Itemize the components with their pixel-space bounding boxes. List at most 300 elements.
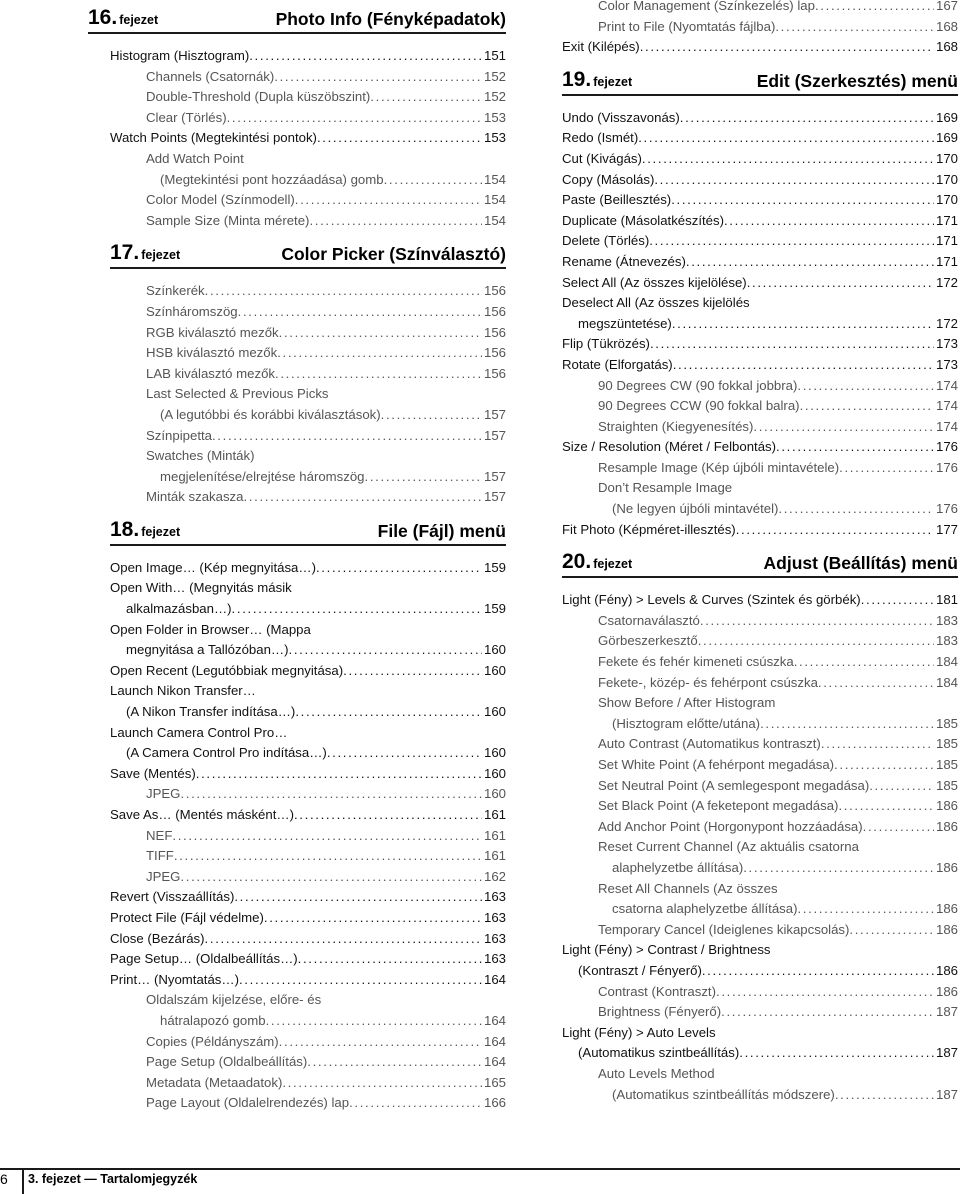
dot-leader (700, 611, 934, 632)
dot-leader (839, 458, 934, 479)
toc-entry-title: Metadata (Metaadatok) (146, 1074, 283, 1090)
toc-entry[interactable] (562, 652, 958, 673)
toc-page-number: 160 (483, 765, 506, 781)
toc-entry-title: Last Selected & Previous Picks (146, 386, 329, 402)
toc-entry-title: Launch Nikon Transfer… (110, 683, 256, 699)
toc-page-number: 160 (483, 642, 506, 658)
toc-entry[interactable] (562, 796, 958, 817)
toc-page-number: 154 (483, 192, 506, 208)
toc-entry-title: Channels (Csatornák) (146, 68, 275, 84)
chapter-number: 18. (110, 517, 140, 541)
toc-entry-title: megjelenítése/elrejtése háromszög (160, 468, 365, 484)
toc-entry[interactable] (110, 1032, 506, 1053)
toc-page-number: 176 (935, 459, 958, 475)
toc-entry-title: Set White Point (A fehérpont megadása) (598, 757, 835, 772)
chapter-title: Photo Info (Fényképadatok) (275, 9, 506, 29)
toc-page-number: 185 (935, 777, 958, 793)
chapter-label: fejezet (593, 557, 633, 572)
toc-page-number: 156 (483, 365, 506, 381)
chapter-rule (110, 544, 506, 546)
toc-entry-title: hátralapozó gomb (160, 1012, 266, 1028)
toc-page-number: 184 (935, 654, 958, 670)
chapter-number-block (562, 68, 632, 92)
chapter-number: 16. (88, 6, 118, 29)
dot-leader (776, 437, 934, 458)
toc-page-number: 185 (935, 757, 958, 772)
toc-entry-title: (Automatikus szintbeállítás módszere) (612, 1086, 835, 1102)
toc-page-number: 163 (483, 951, 506, 967)
toc-page-number: 186 (935, 818, 958, 834)
dot-leader (794, 652, 934, 673)
toc-entry-title: Színkerék (146, 283, 205, 299)
dot-leader (295, 190, 482, 211)
chapter-title: Color Picker (Színválasztó) (281, 244, 506, 265)
toc-entry-title: Temporary Cancel (Ideiglenes kikapcsolás) (598, 921, 850, 937)
toc-page-number: 174 (935, 377, 958, 393)
toc-entry-title: Paste (Beillesztés) (562, 192, 672, 208)
toc-page-number: 156 (483, 324, 506, 340)
chapter-number-block (110, 241, 180, 265)
toc-entry-title: Light (Fény) > Contrast / Brightness (562, 942, 771, 958)
toc-entry[interactable] (110, 681, 506, 722)
toc-entry-title: Size / Resolution (Méret / Felbontás) (562, 439, 777, 455)
toc-entry[interactable] (562, 273, 958, 294)
toc-page-number: 156 (483, 345, 506, 361)
toc-entry-title: Minták szakasza (146, 489, 244, 505)
toc-entry-title: Reset All Channels (Az összes (598, 880, 778, 896)
toc-page-number: 170 (935, 150, 958, 166)
toc-entry[interactable] (562, 478, 958, 519)
dot-leader (298, 949, 482, 970)
dot-leader (172, 826, 482, 847)
toc-entry-title: Protect File (Fájl védelme) (110, 909, 264, 925)
toc-entry-title: Undo (Visszavonás) (562, 109, 680, 125)
toc-entry-title: Color Model (Színmodell) (146, 192, 295, 208)
toc-entry-title: Rotate (Elforgatás) (562, 356, 673, 372)
dot-leader (295, 702, 482, 723)
toc-page-number: 174 (935, 418, 958, 434)
toc-entry[interactable] (110, 764, 506, 785)
toc-entry-title: Brightness (Fényerő) (598, 1004, 722, 1020)
dot-leader (343, 661, 482, 682)
toc-page-number: 183 (935, 612, 958, 628)
dot-leader (180, 784, 482, 805)
toc-entry[interactable] (562, 817, 958, 838)
dot-leader (264, 908, 482, 929)
toc-entry-title: Save (Mentés) (110, 765, 196, 781)
toc-page-number: 161 (483, 827, 506, 843)
chapter-number-block (88, 6, 158, 30)
toc-entry[interactable] (562, 631, 958, 652)
toc-page-number: 159 (483, 559, 506, 575)
toc-entry-title: Copy (Másolás) (562, 171, 655, 187)
toc-page-number: 186 (935, 798, 958, 814)
dot-leader (327, 743, 482, 764)
dot-leader (243, 487, 482, 508)
toc-entry-title: NEF (146, 827, 173, 843)
toc-entry[interactable] (110, 723, 506, 764)
dot-leader (279, 323, 482, 344)
toc-entry-title: HSB kiválasztó mezők (146, 345, 278, 361)
dot-leader (307, 1052, 482, 1073)
toc-entry[interactable] (562, 611, 958, 632)
chapter-heading (562, 548, 958, 574)
toc-page-number: 156 (483, 303, 506, 319)
toc-entry-title: (Kontraszt / Fényerő) (578, 962, 702, 978)
toc-entry[interactable] (110, 578, 506, 619)
dot-leader (642, 149, 934, 170)
toc-page-number: 152 (483, 68, 506, 84)
dot-leader (680, 108, 934, 129)
chapter-heading (562, 66, 958, 92)
toc-entry[interactable] (562, 940, 958, 981)
toc-entry[interactable] (562, 211, 958, 232)
toc-page-number: 160 (483, 662, 506, 678)
toc-page-number: 164 (483, 971, 506, 987)
toc-entry[interactable] (110, 487, 506, 508)
toc-entry[interactable] (562, 776, 958, 797)
toc-entry-title: Double-Threshold (Dupla küszöbszint) (146, 89, 371, 105)
toc-entry-title: Rename (Átnevezés) (562, 253, 686, 269)
chapter-title: Edit (Szerkesztés) menü (756, 70, 958, 91)
toc-entry[interactable] (562, 0, 958, 17)
dot-leader (753, 417, 934, 438)
toc-entry-title: csatorna alaphelyzetbe állítása) (612, 901, 798, 917)
dot-leader (205, 929, 482, 950)
toc-entry[interactable] (562, 417, 958, 438)
toc-page-number: 176 (935, 501, 958, 517)
toc-page-number: 186 (935, 921, 958, 937)
toc-page-number: 166 (483, 1095, 506, 1111)
toc-entry[interactable] (110, 949, 506, 970)
toc-entry[interactable] (562, 673, 958, 694)
toc-page-number: 159 (483, 601, 506, 617)
toc-entry[interactable] (110, 970, 506, 991)
toc-page-number: 173 (935, 336, 958, 352)
dot-leader (294, 805, 482, 826)
toc-entry[interactable] (562, 190, 958, 211)
dot-leader (721, 1002, 934, 1023)
toc-entry[interactable] (110, 784, 506, 805)
page-footer (0, 1168, 960, 1194)
dot-leader (673, 355, 934, 376)
toc-entry-title: Page Setup… (Oldalbeállítás…) (110, 951, 298, 967)
toc-entry-title: Auto Levels Method (598, 1065, 715, 1081)
toc-entry[interactable] (562, 170, 958, 191)
toc-entry[interactable] (562, 755, 958, 776)
toc-entry[interactable] (110, 1093, 506, 1114)
toc-entry[interactable] (110, 558, 506, 579)
toc-page-number: 167 (935, 0, 958, 13)
toc-page-number: 187 (935, 1004, 958, 1020)
toc-entry[interactable] (562, 376, 958, 397)
toc-entry[interactable] (562, 1023, 958, 1064)
toc-entry[interactable] (562, 355, 958, 376)
dot-leader (289, 640, 482, 661)
toc-entry-title: Reset Current Channel (Az aktuális csatorna (598, 839, 859, 855)
toc-page-number: 164 (483, 1012, 506, 1028)
toc-page-number: 157 (483, 489, 506, 505)
toc-page-number: 163 (483, 909, 506, 925)
chapter-heading (110, 516, 506, 542)
toc-entry[interactable] (562, 37, 958, 58)
toc-entry[interactable] (110, 343, 506, 364)
toc-entry[interactable] (562, 920, 958, 941)
toc-entry[interactable] (110, 990, 506, 1031)
toc-page-number: 161 (483, 807, 506, 822)
toc-entry[interactable] (110, 128, 506, 149)
toc-entry[interactable] (562, 520, 958, 541)
toc-entry-title: (Megtekintési pont hozzáadása) gomb (160, 171, 384, 187)
chapter-rule (562, 576, 958, 578)
toc-page-number: 185 (935, 715, 958, 731)
chapter-heading (88, 4, 506, 30)
toc-page-number: 170 (935, 171, 958, 187)
dot-leader (282, 1073, 482, 1094)
toc-page-number: 172 (935, 315, 958, 331)
toc-entry-title: Csatornaválasztó (598, 612, 700, 628)
toc-entry[interactable] (110, 211, 506, 232)
toc-entry-title: Redo (Ismét) (562, 130, 639, 146)
toc-entry[interactable] (562, 334, 958, 355)
toc-entry-title: Open Recent (Legutóbbiak megnyitása) (110, 662, 344, 678)
dot-leader (638, 128, 934, 149)
dot-leader (863, 817, 934, 838)
toc-entry[interactable] (562, 108, 958, 129)
toc-entry-title: alkalmazásban…) (126, 601, 232, 617)
toc-entry-title: Light (Fény) > Auto Levels (562, 1024, 716, 1040)
toc-entry[interactable] (562, 982, 958, 1003)
chapter-label: fejezet (141, 248, 181, 263)
toc-entry[interactable] (562, 252, 958, 273)
toc-entry-title: 90 Degrees CCW (90 fokkal balra) (598, 398, 800, 414)
toc-entry[interactable] (562, 458, 958, 479)
chapter-number: 17. (110, 241, 140, 265)
dot-leader (365, 467, 482, 488)
toc-entry[interactable] (110, 620, 506, 661)
toc-page-number: 163 (483, 889, 506, 905)
toc-entry-title: Print to File (Nyomtatás fájlba) (598, 18, 776, 34)
chapter-title: File (Fájl) menü (377, 520, 506, 541)
chapter-number: 20. (562, 550, 592, 574)
toc-page-number: 154 (483, 171, 506, 187)
toc-entry-title: Exit (Kilépés) (562, 39, 640, 55)
toc-entry-title: (Hisztogram előtte/utána) (612, 715, 761, 731)
toc-entry-title: Sample Size (Minta mérete) (146, 212, 310, 228)
toc-page-number: 185 (935, 736, 958, 752)
toc-page-number: 160 (483, 704, 506, 720)
dot-leader (249, 46, 482, 67)
toc-page-number: 153 (483, 109, 506, 125)
dot-leader (800, 396, 934, 417)
toc-entry[interactable] (110, 384, 506, 425)
toc-page-number: 154 (483, 212, 506, 228)
toc-entry[interactable] (110, 46, 506, 67)
toc-entry-title: Open With… (Megnyitás másik (110, 580, 292, 596)
toc-entry[interactable] (562, 734, 958, 755)
dot-leader (275, 364, 482, 385)
toc-entry[interactable] (110, 805, 506, 826)
toc-entry-title: Don’t Resample Image (598, 480, 733, 496)
toc-entry[interactable] (110, 887, 506, 908)
toc-entry[interactable] (110, 108, 506, 129)
toc-entry-title: (A Camera Control Pro indítása…) (126, 745, 327, 761)
chapter-rule (562, 94, 958, 96)
toc-entry-title: Oldalszám kijelzése, előre- és (146, 992, 322, 1008)
dot-leader (650, 334, 934, 355)
toc-entry[interactable] (110, 149, 506, 190)
toc-page-number: 169 (935, 109, 958, 125)
toc-page-number: 181 (935, 592, 958, 608)
toc-entry-title: Open Image… (Kép megnyitása…) (110, 559, 316, 575)
toc-entry-title: Close (Bezárás) (110, 930, 205, 946)
toc-entry-title: Delete (Törlés) (562, 233, 650, 249)
dot-leader (686, 252, 934, 273)
dot-leader (838, 796, 934, 817)
dot-leader (797, 899, 934, 920)
toc-entry-title: Open Folder in Browser… (Mappa (110, 621, 311, 637)
toc-column-left (88, 4, 506, 1114)
dot-leader (698, 631, 934, 652)
toc-page-number: 171 (935, 212, 958, 228)
toc-entry-title: Copies (Példányszám) (146, 1033, 279, 1049)
toc-entry-title: JPEG (146, 786, 181, 802)
toc-page-number: 172 (935, 274, 958, 290)
toc-entry[interactable] (110, 908, 506, 929)
toc-page-number: 169 (935, 130, 958, 146)
toc-entry[interactable] (110, 190, 506, 211)
toc-entry[interactable] (562, 1002, 958, 1023)
toc-page-number: 186 (935, 983, 958, 999)
chapter-label: fejezet (119, 13, 159, 27)
toc-entry[interactable] (562, 396, 958, 417)
chapter-number-block (110, 518, 180, 542)
toc-entry[interactable] (110, 661, 506, 682)
toc-entry-title: Duplicate (Másolatkészítés) (562, 212, 724, 228)
toc-entry-title: Light (Fény) > Levels & Curves (Szintek és görbék) (562, 592, 861, 608)
toc-page-number: 177 (935, 521, 958, 537)
dot-leader (778, 499, 934, 520)
toc-entry-title: Show Before / After Histogram (598, 695, 776, 711)
toc-entry[interactable] (562, 231, 958, 252)
toc-entry-title: megnyitása a Tallózóban…) (126, 642, 289, 658)
toc-entry[interactable] (110, 929, 506, 950)
chapter-number: 19. (562, 67, 592, 91)
chapter-rule (110, 267, 506, 269)
dot-leader (671, 190, 934, 211)
dot-leader (869, 776, 934, 797)
toc-entry[interactable] (110, 364, 506, 385)
toc-entry[interactable] (562, 1064, 958, 1105)
toc-entry[interactable] (562, 693, 958, 734)
toc-entry[interactable] (562, 437, 958, 458)
dot-leader (861, 590, 934, 611)
toc-entry-title: Set Neutral Point (A semlegespont megadása) (598, 777, 870, 793)
toc-page-number: 161 (483, 848, 506, 864)
toc-entry-title: LAB kiválasztó mezők (146, 365, 275, 381)
toc-page-number: 187 (935, 1086, 958, 1102)
toc-entry[interactable] (110, 1052, 506, 1073)
toc-entry[interactable] (562, 293, 958, 334)
dot-leader (316, 558, 482, 579)
toc-entry-title: Fekete és fehér kimeneti csúszka (598, 654, 794, 670)
dot-leader (849, 920, 934, 941)
chapter-label: fejezet (141, 524, 181, 539)
toc-entry[interactable] (110, 302, 506, 323)
toc-entry[interactable] (562, 128, 958, 149)
toc-entry[interactable] (110, 446, 506, 487)
toc-entry[interactable] (110, 323, 506, 344)
dot-leader (743, 858, 934, 879)
toc-entry[interactable] (110, 426, 506, 447)
toc-page-number: 164 (483, 1054, 506, 1070)
toc-entry-title: Revert (Visszaállítás) (110, 889, 235, 905)
toc-entry[interactable] (562, 590, 958, 611)
toc-page-number: 170 (935, 192, 958, 208)
chapter-rule (88, 32, 506, 34)
dot-leader (232, 599, 482, 620)
toc-entry[interactable] (562, 17, 958, 38)
toc-entry-title: Straighten (Kiegyenesítés) (598, 418, 754, 434)
toc-entry[interactable] (110, 867, 506, 888)
dot-leader (196, 764, 482, 785)
toc-entry-title: Resample Image (Kép újbóli mintavétele) (598, 459, 840, 475)
toc-entry-title: Flip (Tükrözés) (562, 336, 650, 352)
toc-entry[interactable] (110, 846, 506, 867)
toc-entry-title: Save As… (Mentés másként…) (110, 807, 294, 822)
toc-entry[interactable] (110, 281, 506, 302)
toc-page-number: 157 (483, 427, 506, 443)
toc-entry[interactable] (562, 879, 958, 920)
dot-leader (760, 714, 934, 735)
toc-entry-title: (Ne legyen újbóli mintavétel) (612, 501, 779, 517)
toc-entry-title: Add Anchor Point (Horgonypont hozzáadása) (598, 818, 863, 834)
toc-entry-title: (Automatikus szintbeállítás) (578, 1045, 740, 1061)
toc-entry-title: Fekete-, közép- és fehérpont csúszka (598, 674, 818, 690)
toc-entry-title: Contrast (Kontraszt) (598, 983, 716, 999)
dot-leader (277, 343, 482, 364)
toc-entry[interactable] (562, 837, 958, 878)
toc-entry-title: megszüntetése) (578, 315, 672, 331)
toc-page-number: 152 (483, 89, 506, 105)
dot-leader (370, 87, 482, 108)
toc-entry-title: TIFF (146, 848, 174, 864)
toc-page-number: 171 (935, 233, 958, 249)
dot-leader (205, 281, 482, 302)
dot-leader (212, 426, 482, 447)
dot-leader (640, 37, 934, 58)
toc-entry[interactable] (110, 826, 506, 847)
toc-column-right (562, 0, 958, 1105)
toc-page-number: 165 (483, 1074, 506, 1090)
toc-page-number: 184 (935, 674, 958, 690)
toc-page-number: 160 (483, 786, 506, 802)
toc-entry-title: Görbeszerkesztő (598, 633, 698, 649)
toc-page-number: 183 (935, 633, 958, 649)
toc-page-number: 157 (483, 468, 506, 484)
toc-page-number: 164 (483, 1033, 506, 1049)
toc-entry-title: Color Management (Színkezelés) lap (598, 0, 815, 13)
toc-entry[interactable] (110, 1073, 506, 1094)
toc-page-number: 160 (483, 745, 506, 761)
toc-entry[interactable] (110, 67, 506, 88)
toc-entry-title: RGB kiválasztó mezők (146, 324, 279, 340)
toc-entry[interactable] (562, 149, 958, 170)
toc-page-number: 153 (483, 130, 506, 146)
dot-leader (815, 0, 934, 17)
toc-entry[interactable] (110, 87, 506, 108)
toc-page-number: 156 (483, 283, 506, 299)
